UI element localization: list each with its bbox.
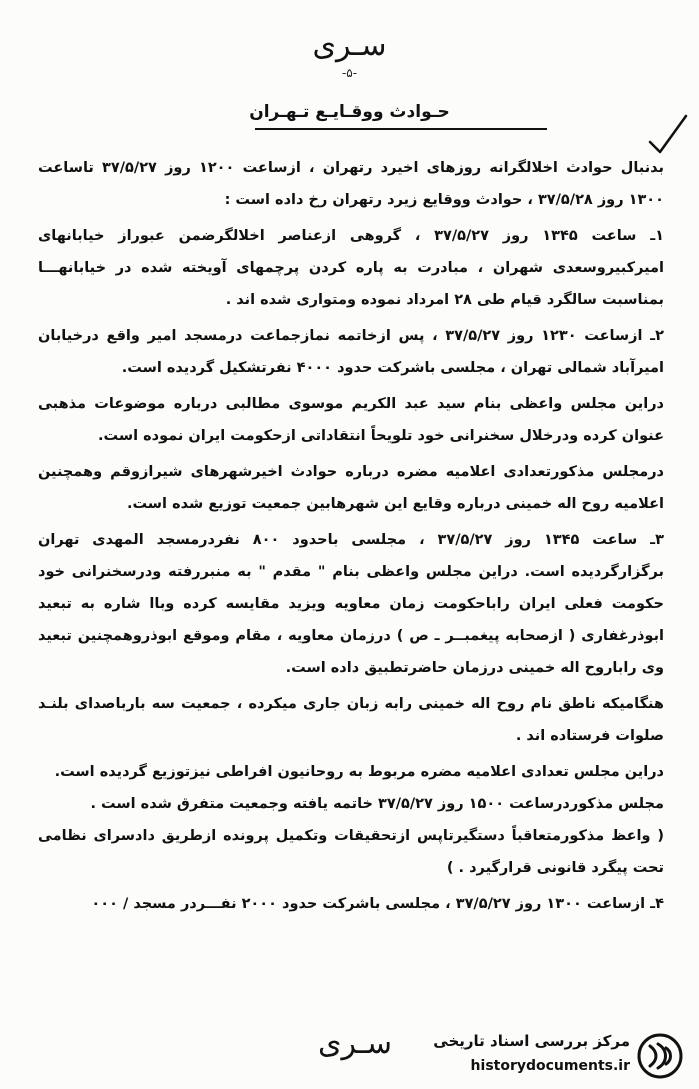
paragraph-item-4: ۴ـ ازساعت ۱۳۰۰ روز ۳۷/۵/۲۷ ، مجلسی باشرکت حدود ۲۰۰۰ نفـــردر مسجد / ۰۰۰ xyxy=(91,896,664,912)
archive-watermark xyxy=(418,1028,690,1084)
checkmark-icon xyxy=(646,112,690,156)
classification-seal-bottom: سـری xyxy=(318,1026,392,1061)
paragraph-item-2-leaflets: درمجلس مذکورتعدادی اعلامیه مضره درباره حوادث اخیرشهرهای شیرازوقم وهمچنین اعلامیه روح اله خمینی درباره وقایع این شهرهابین جمعیت توزیع شده است. xyxy=(38,464,664,512)
paragraph-item-1: ۱ـ ساعت ۱۳۴۵ روز ۳۷/۵/۲۷ ، گروهی ازعناصر اخلالگرضمن عبوراز خیابانهای امیرکبیروسعدی شهران ، مبادرت به پاره کردن پرچمهای آویخته شده در خیابانهـــا بمناسبت سالگرد قیام طی ۲۸ امرداد نموده ومتواری شده اند . xyxy=(38,228,665,308)
paragraph-item-2-preacher: دراین مجلس واعظی بنام سید عبد الکریم موسوی مطالبی درباره موضوعات مذهبی عنوان کرده ودرخلال سخنرانی خود تلویحاً انتقاداتی ازحکومت ایران نموده است. xyxy=(38,396,664,444)
paragraph-item-3: ۳ـ ساعت ۱۳۴۵ روز ۳۷/۵/۲۷ ، مجلسی باحدود ۸۰۰ نفردرمسجد المهدی تهران برگزارگردیده است. دراین مجلس واعظی بنام " مقدم " به منبررفته ودرسخنرانی خود حکومت فعلی ایران راباحکومت زمان معاویه ویزید مقایسه کرده وباا شاره به تبعید ابوذرغفاری ( ازصحابه پیغمبــر ـ ص ) درزمان معاویه ، مقام وموقع ابوذروهمچنین تبعید وی راباروح اله خمینی درزمان حاضرتطبیق داده است. xyxy=(38,532,664,676)
title-underline xyxy=(255,128,547,130)
document-body xyxy=(38,152,664,920)
paragraph-item-3-note: ( واعظ مذکورمتعاقباً دستگیرتاپس ازتحقیقات وتکمیل پرونده ازطریق دادسرای نظامی تحت پیگرد قانونی قرارگیرد . ) xyxy=(38,828,664,876)
watermark-name: مرکز بررسی اسناد تاریخی xyxy=(433,1032,630,1050)
watermark-url: historydocuments.ir xyxy=(470,1058,630,1074)
paragraph-item-3-end: مجلس مذکوردرساعت ۱۵۰۰ روز ۳۷/۵/۲۷ خاتمه یافته وجمعیت متفرق شده است . xyxy=(90,796,664,812)
archive-logo-icon xyxy=(636,1032,684,1080)
page-number: -۵- xyxy=(341,66,358,80)
document-title: حـوادث ووقـايـع تـهـران xyxy=(249,102,450,122)
paragraph-intro: بدنبال حوادث اخلالگرانه روزهای اخیرد رتهران ، ازساعت ۱۲۰۰ روز ۳۷/۵/۲۷ تاساعت ۱۳۰۰ روز ۳۷/۵/۲۸ ، حوادث ووقایع زیرد رتهران رخ داده است : xyxy=(38,160,664,208)
paragraph-item-2: ۲ـ ازساعت ۱۲۳۰ روز ۳۷/۵/۲۷ ، پس ازخاتمه نمازجماعت درمسجد امیر واقع درخیابان امیرآباد شمالی تهران ، مجلسی باشرکت حدود ۴۰۰۰ نفرتشکیل گردیده است. xyxy=(38,328,664,376)
paragraph-item-3-crowd: هنگامیکه ناطق نام روح اله خمینی رابه زبان جاری میکرده ، جمعیت سه بارباصدای بلنـد صلوات فرستاده اند . xyxy=(38,696,664,744)
paragraph-item-3-leaflets: دراین مجلس تعدادی اعلامیه مضره مربوط به روحانیون افراطی نیزتوزیع گردیده است. xyxy=(54,764,664,780)
classification-seal-top: سـری xyxy=(312,28,387,63)
